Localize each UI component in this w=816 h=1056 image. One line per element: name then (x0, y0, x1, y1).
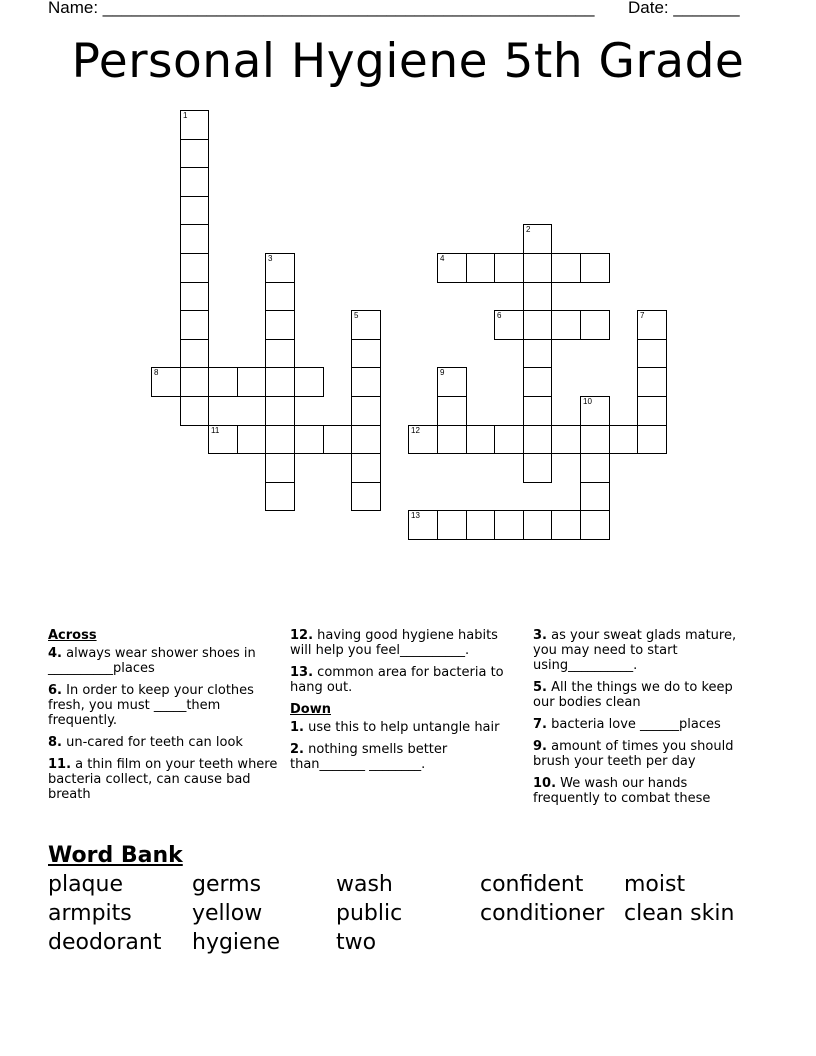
grid-cell[interactable] (580, 482, 610, 511)
grid-cell[interactable] (494, 253, 524, 283)
clue-down-7 (533, 717, 753, 732)
grid-cell[interactable] (523, 310, 552, 340)
grid-cell[interactable] (437, 253, 467, 283)
grid-cell[interactable] (180, 396, 209, 426)
grid-cell[interactable] (180, 139, 209, 168)
cell-number: 12 (411, 426, 420, 435)
across-heading: Across (48, 628, 97, 643)
word-bank-word: armpits (48, 901, 132, 926)
clue-text: In order to keep your clothes fresh, you must _____them frequently. (48, 683, 254, 728)
grid-cell[interactable] (637, 339, 667, 368)
clue-down-5 (533, 680, 753, 710)
grid-cell[interactable] (523, 339, 552, 368)
word-bank-word: germs (192, 872, 262, 897)
word-bank-word: yellow (192, 901, 263, 926)
grid-cell[interactable] (523, 253, 552, 283)
clue-number: 9. (533, 739, 547, 754)
grid-cell[interactable] (323, 425, 352, 454)
clue-text: a thin film on your teeth where bacteria collect, can cause bad breath (48, 757, 278, 802)
clues-column-2 (290, 628, 520, 779)
clues-column-3 (533, 628, 753, 813)
clue-across-11 (48, 757, 284, 802)
cell-number: 1 (183, 111, 188, 120)
cell-number: 6 (497, 311, 502, 320)
cell-number: 7 (640, 311, 645, 320)
grid-cell[interactable] (580, 396, 610, 426)
word-bank-word: confident (480, 872, 584, 897)
grid-cell[interactable] (466, 253, 495, 283)
clue-number: 7. (533, 717, 547, 732)
grid-cell[interactable] (351, 482, 381, 511)
grid-cell[interactable] (237, 367, 266, 397)
word-bank-word: hygiene (192, 930, 281, 955)
grid-cell[interactable] (265, 339, 295, 368)
clue-across-12 (290, 628, 520, 658)
grid-cell[interactable] (437, 396, 467, 426)
grid-cell[interactable] (351, 396, 381, 426)
grid-cell[interactable] (580, 453, 610, 483)
grid-cell[interactable] (466, 510, 495, 540)
clue-number: 12. (290, 628, 314, 643)
cell-number: 10 (583, 397, 592, 406)
word-bank-word: plaque (48, 872, 124, 897)
cell-number: 5 (354, 311, 359, 320)
grid-cell[interactable] (437, 510, 467, 540)
clue-across-6 (48, 683, 284, 728)
grid-cell[interactable] (180, 110, 209, 140)
date-field-label[interactable]: Date: _______ (628, 0, 740, 17)
grid-cell[interactable] (265, 425, 295, 454)
grid-cell[interactable] (551, 510, 581, 540)
clue-number: 1. (290, 720, 304, 735)
word-bank-word: public (336, 901, 403, 926)
clue-text: always wear shower shoes in __________places (48, 646, 256, 676)
grid-cell[interactable] (494, 310, 524, 340)
cell-number: 9 (440, 368, 445, 377)
grid-cell[interactable] (180, 224, 209, 254)
grid-cell[interactable] (180, 167, 209, 197)
grid-cell[interactable] (494, 510, 524, 540)
grid-cell[interactable] (351, 310, 381, 340)
cell-number: 4 (440, 254, 445, 263)
word-bank-list (48, 872, 774, 955)
clue-text: having good hygiene habits will help you feel__________. (290, 628, 498, 658)
grid-cell[interactable] (637, 367, 667, 397)
clue-text: common area for bacteria to hang out. (290, 665, 504, 695)
grid-cell[interactable] (180, 367, 209, 397)
clues-column-1 (48, 628, 284, 809)
grid-cell[interactable] (523, 510, 552, 540)
grid-cell[interactable] (265, 282, 295, 311)
clue-number: 10. (533, 776, 557, 791)
clue-down-2 (290, 742, 520, 772)
grid-cell[interactable] (408, 425, 438, 454)
grid-cell[interactable] (265, 310, 295, 340)
clue-across-8 (48, 735, 284, 750)
grid-cell[interactable] (637, 310, 667, 340)
grid-cell[interactable] (580, 425, 610, 454)
clue-text: nothing smells better than_______ ________. (290, 742, 448, 772)
grid-cell[interactable] (408, 510, 438, 540)
grid-cell[interactable] (551, 425, 581, 454)
grid-cell[interactable] (351, 453, 381, 483)
clue-text: amount of times you should brush your teeth per day (533, 739, 734, 769)
cell-number: 3 (268, 254, 273, 263)
grid-cell[interactable] (551, 310, 581, 340)
clue-across-13 (290, 665, 520, 695)
clue-text: We wash our hands frequently to combat these (533, 776, 711, 806)
grid-cell[interactable] (265, 453, 295, 483)
word-bank-word: moist (624, 872, 686, 897)
grid-cell[interactable] (609, 425, 638, 454)
grid-cell[interactable] (523, 396, 552, 426)
grid-cell[interactable] (523, 453, 552, 483)
word-bank-title: Word Bank (48, 843, 183, 868)
grid-cell[interactable] (180, 339, 209, 368)
grid-cell[interactable] (351, 425, 381, 454)
grid-cell[interactable] (265, 367, 295, 397)
clue-text: un-cared for teeth can look (66, 735, 243, 750)
clue-text: bacteria love ______places (551, 717, 721, 732)
grid-cell[interactable] (180, 196, 209, 225)
clue-down-9 (533, 739, 753, 769)
grid-cell[interactable] (208, 425, 238, 454)
clue-number: 8. (48, 735, 62, 750)
cell-number: 2 (526, 225, 531, 234)
cell-number: 11 (211, 426, 220, 435)
grid-cell[interactable] (351, 367, 381, 397)
grid-cell[interactable] (265, 253, 295, 283)
clue-number: 3. (533, 628, 547, 643)
grid-cell[interactable] (151, 367, 181, 397)
grid-cell[interactable] (494, 425, 524, 454)
cell-number: 8 (154, 368, 159, 377)
grid-cell[interactable] (351, 339, 381, 368)
clue-text: All the things we do to keep our bodies clean (533, 680, 733, 710)
clue-across-4 (48, 646, 284, 676)
clue-down-3 (533, 628, 753, 673)
grid-cell[interactable] (580, 510, 610, 540)
grid-cell[interactable] (180, 310, 209, 340)
down-heading: Down (290, 702, 331, 717)
clue-down-1 (290, 720, 520, 735)
grid-cell[interactable] (265, 396, 295, 426)
clue-number: 11. (48, 757, 72, 772)
clue-down-10 (533, 776, 753, 806)
grid-cell[interactable] (637, 396, 667, 426)
clue-number: 6. (48, 683, 62, 698)
grid-cell[interactable] (523, 282, 552, 311)
word-bank-word: deodorant (48, 930, 162, 955)
grid-cell[interactable] (523, 224, 552, 254)
clue-number: 13. (290, 665, 314, 680)
grid-cell[interactable] (523, 367, 552, 397)
name-field-label[interactable]: Name: ____________________________________________________ (48, 0, 595, 17)
grid-cell[interactable] (265, 482, 295, 511)
clue-text: use this to help untangle hair (308, 720, 500, 735)
word-bank-word: conditioner (480, 901, 605, 926)
grid-cell[interactable] (523, 425, 552, 454)
grid-cell[interactable] (580, 253, 610, 283)
word-bank-word: clean skin (624, 901, 735, 926)
clue-number: 5. (533, 680, 547, 695)
grid-cell[interactable] (637, 425, 667, 454)
grid-cell[interactable] (437, 425, 467, 454)
grid-cell[interactable] (180, 253, 209, 283)
cell-number: 13 (411, 511, 420, 520)
word-bank-word: two (336, 930, 377, 955)
grid-cell[interactable] (580, 310, 610, 340)
grid-cell[interactable] (180, 282, 209, 311)
clue-number: 2. (290, 742, 304, 757)
clue-number: 4. (48, 646, 62, 661)
grid-cell[interactable] (294, 425, 324, 454)
page-title: Personal Hygiene 5th Grade (71, 34, 745, 89)
word-bank-word: wash (336, 872, 393, 897)
clue-text: as your sweat glads mature, you may need to start using__________. (533, 628, 737, 673)
grid-cell[interactable] (237, 425, 266, 454)
grid-cell[interactable] (437, 367, 467, 397)
grid-cell[interactable] (208, 367, 238, 397)
grid-cell[interactable] (294, 367, 324, 397)
word-bank (48, 843, 774, 955)
grid-cell[interactable] (551, 253, 581, 283)
grid-cell[interactable] (466, 425, 495, 454)
